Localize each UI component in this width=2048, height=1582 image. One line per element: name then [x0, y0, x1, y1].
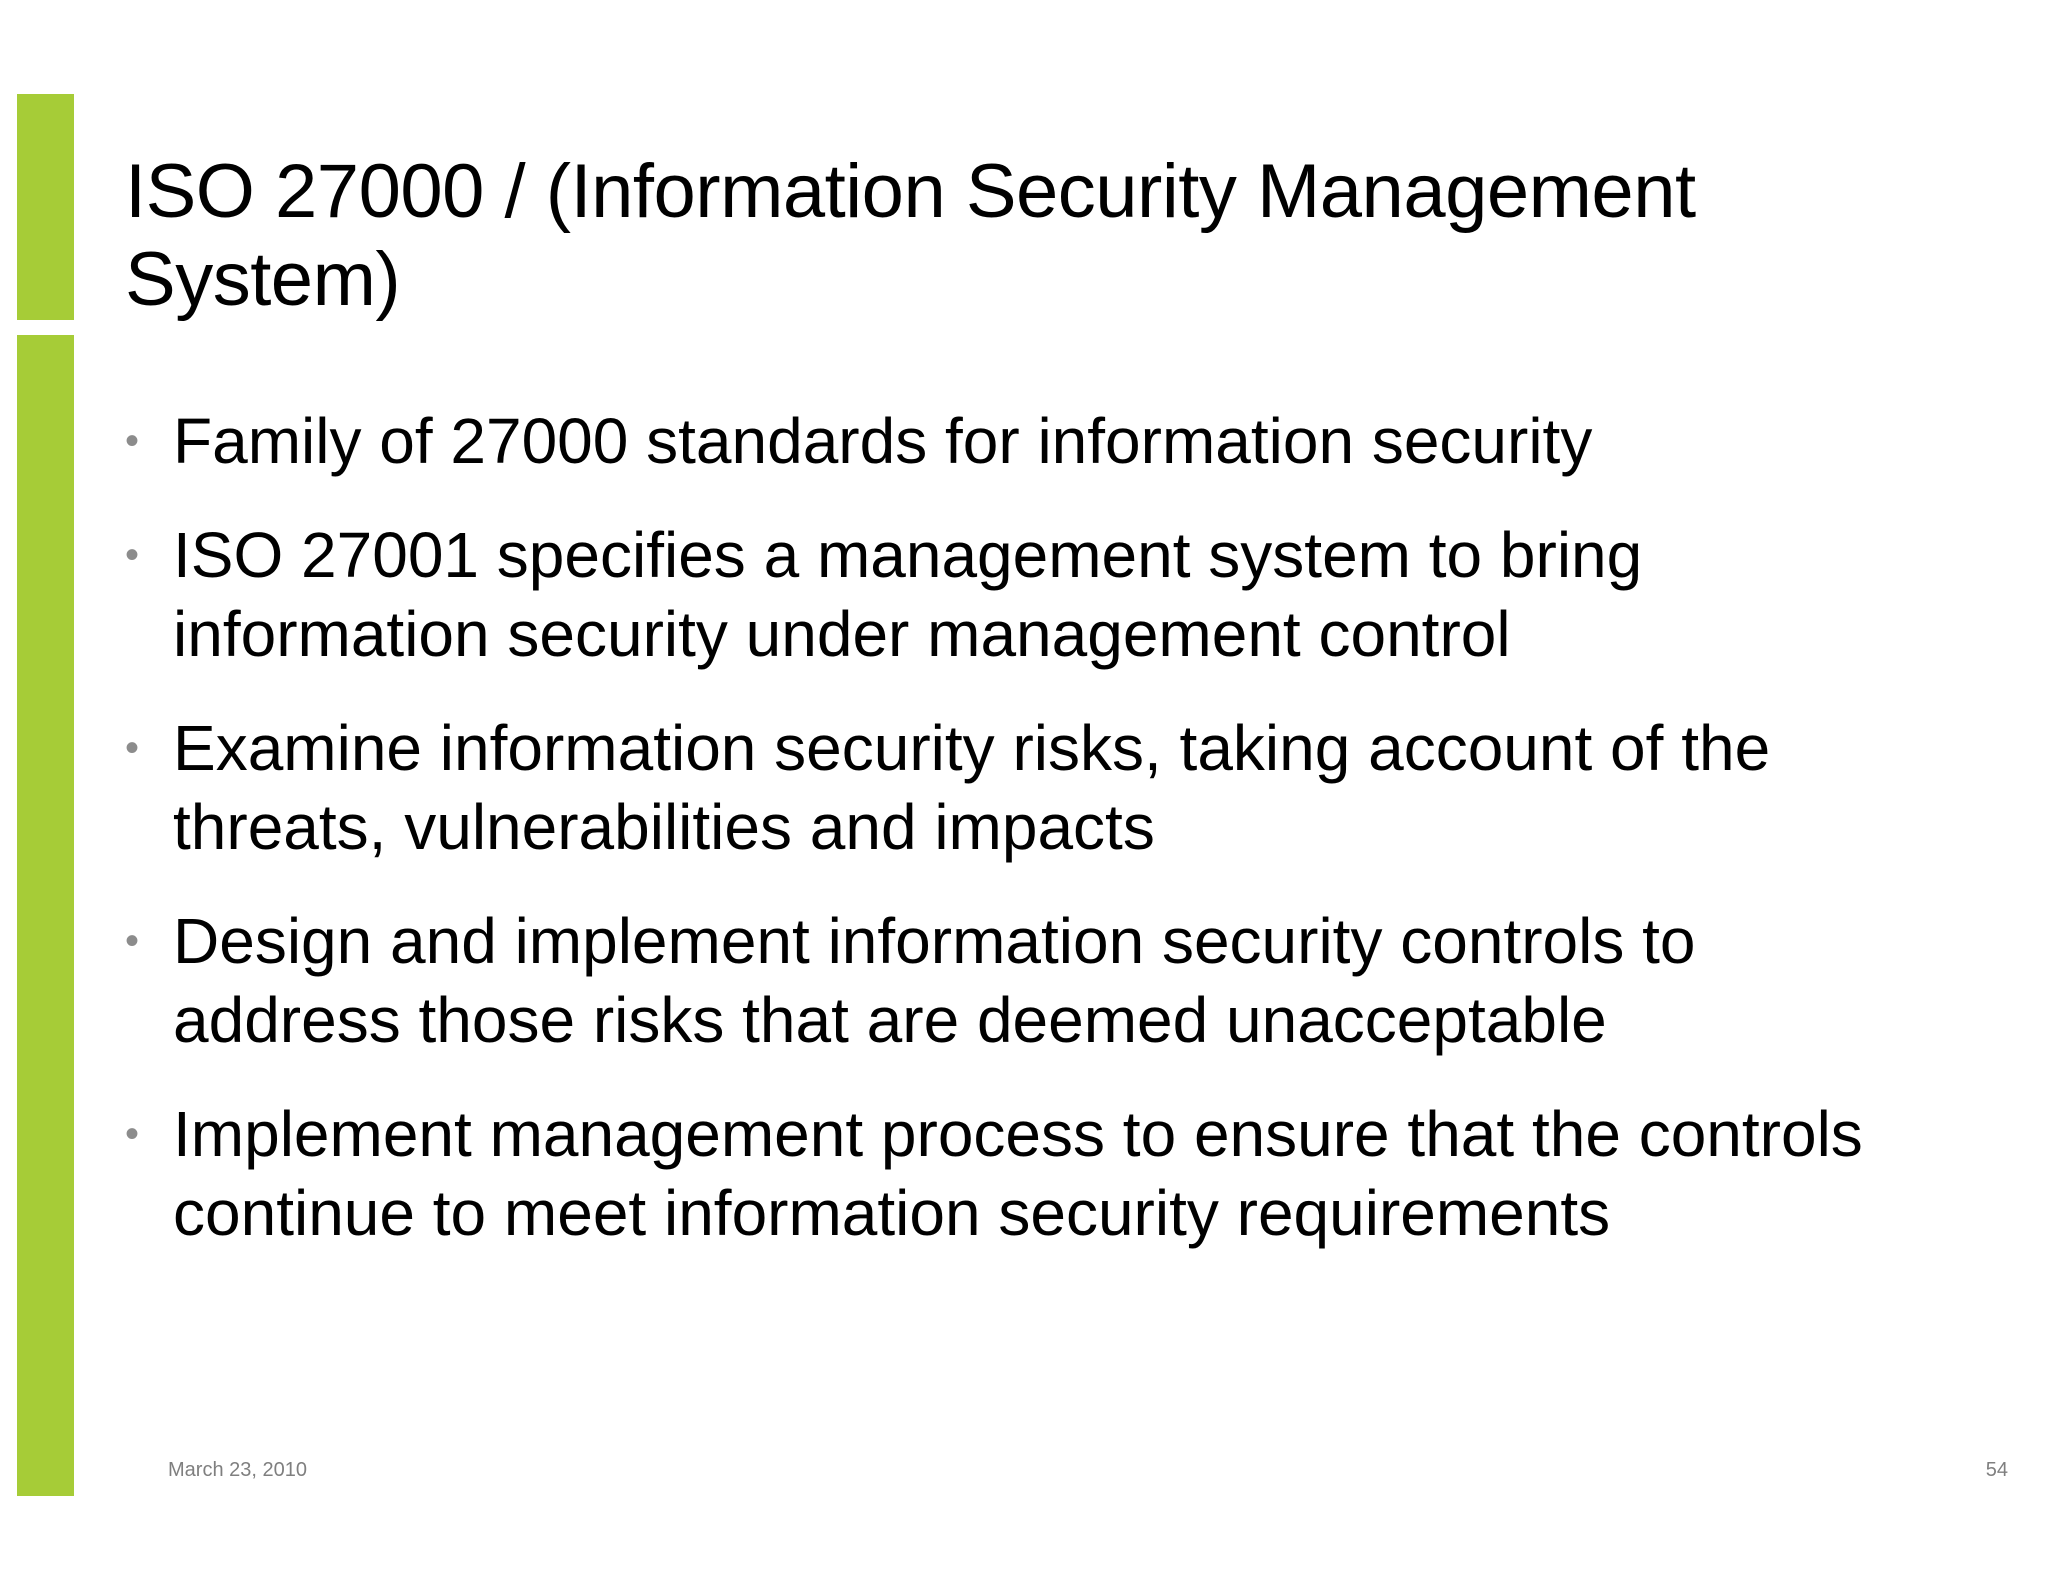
footer-date: March 23, 2010	[168, 1459, 307, 1481]
bullet-text: Design and implement information security controls to address those risks that are deemed unacceptable	[173, 905, 1696, 1056]
bullet-item	[125, 516, 1905, 674]
bullet-item	[125, 402, 1905, 481]
bullet-icon: •	[125, 726, 140, 770]
bullet-text: Examine information security risks, taking account of the threats, vulnerabilities and impacts	[173, 712, 1771, 863]
bullet-item	[125, 1095, 1905, 1253]
bullet-text: Implement management process to ensure that the controls continue to meet information security requirements	[173, 1098, 1863, 1249]
bullet-icon: •	[125, 533, 140, 577]
page-number: 54	[1985, 1459, 2008, 1481]
bullet-icon: •	[125, 419, 140, 463]
bullet-list	[125, 402, 1905, 1288]
bullet-icon: •	[125, 919, 140, 963]
bullet-text: ISO 27001 specifies a management system to bring information security under management control	[173, 519, 1643, 670]
bullet-icon: •	[125, 1112, 140, 1156]
bullet-item	[125, 902, 1905, 1060]
bullet-text: Family of 27000 standards for information security	[173, 405, 1593, 477]
accent-bar-top	[17, 94, 74, 320]
slide-title: ISO 27000 / (Information Security Management System)	[125, 149, 1696, 322]
accent-bar-bottom	[17, 335, 74, 1496]
bullet-item	[125, 709, 1905, 867]
